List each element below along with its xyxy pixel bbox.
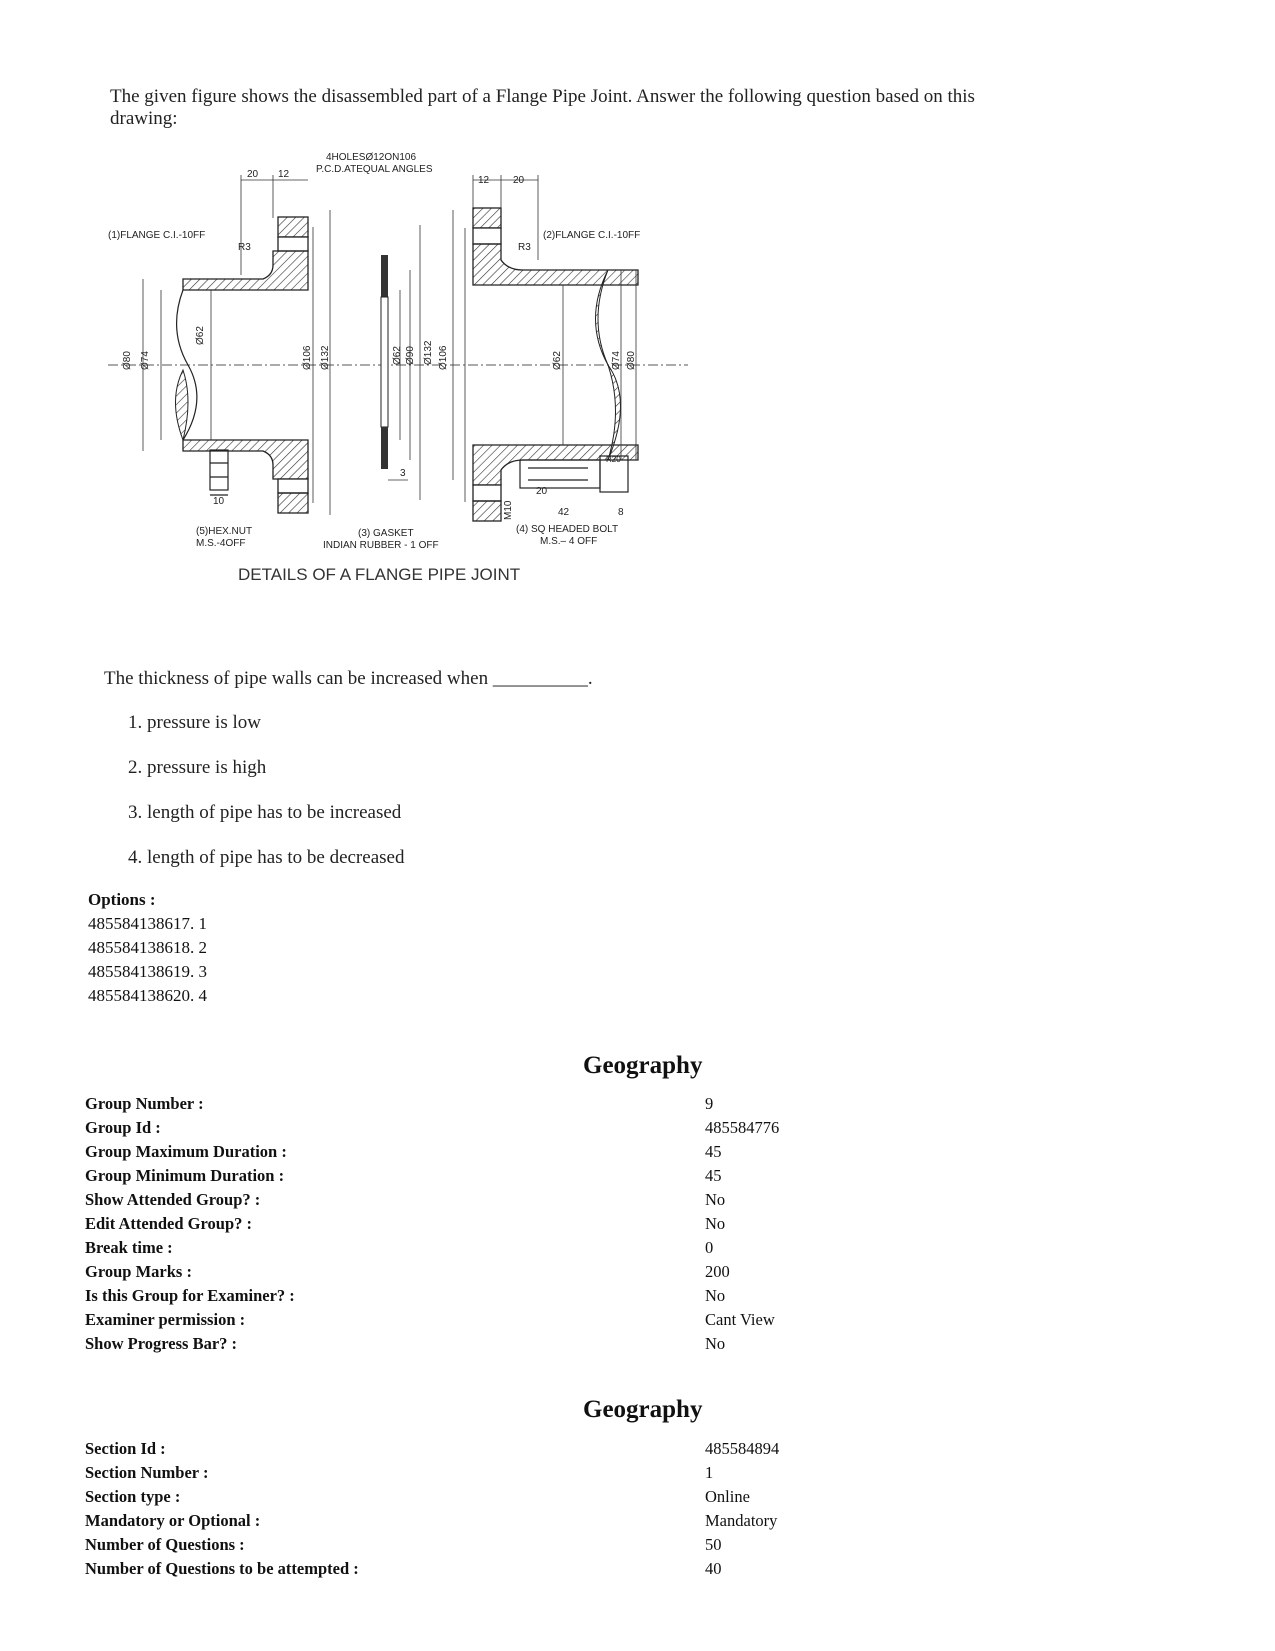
dim-d80-left: Ø80 [122, 351, 133, 370]
option-item: 485584138619. 3 [88, 962, 207, 981]
dim-r3-right: R3 [518, 242, 531, 253]
group-field-value: 0 [705, 1238, 714, 1257]
group-field-label: Is this Group for Examiner? : [85, 1286, 295, 1305]
dim-d132-left: Ø132 [320, 345, 331, 370]
group-field-label: Group Number : [85, 1094, 204, 1113]
choice-list [128, 712, 404, 892]
dim-r3-left: R3 [238, 242, 251, 253]
dim-d106-left: Ø106 [302, 345, 313, 370]
dim-20-right: 20 [513, 175, 525, 186]
dim-d106-right: Ø106 [438, 345, 449, 370]
section-title: Geography [583, 1396, 703, 1423]
flange-pipe-joint-drawing [108, 150, 708, 620]
group-field-label: Group Marks : [85, 1262, 192, 1281]
dim-d90-gasket: Ø90 [405, 346, 416, 365]
gasket [381, 255, 388, 469]
group-field-value: No [705, 1190, 726, 1209]
group-field-label: Show Progress Bar? : [85, 1334, 238, 1353]
holes-note-2: P.C.D.ATEQUAL ANGLES [316, 164, 433, 175]
group-field-label: Break time : [85, 1238, 173, 1257]
question-text: The thickness of pipe walls can be increased when __________. [104, 668, 593, 689]
group-field-value: No [705, 1214, 726, 1233]
flange1-label: (1)FLANGE C.I.-10FF [108, 230, 206, 241]
group-field-value: 485584776 [705, 1118, 780, 1137]
flange2-label: (2)FLANGE C.I.-10FF [543, 230, 641, 241]
hex-nut [210, 450, 228, 495]
option-item: 485584138620. 4 [88, 986, 207, 1005]
group-field-label: Edit Attended Group? : [85, 1214, 253, 1233]
figure-title: DETAILS OF A FLANGE PIPE JOINT [238, 565, 521, 584]
gasket-sublabel: INDIAN RUBBER - 1 OFF [323, 540, 439, 551]
section-field-label: Section Number : [85, 1463, 209, 1482]
choice-item: 3. length of pipe has to be increased [128, 802, 402, 823]
choice-item: 2. pressure is high [128, 757, 267, 778]
choice-item: 4. length of pipe has to be decreased [128, 847, 405, 868]
dim-20-left: 20 [247, 169, 259, 180]
group-field-label: Examiner permission : [85, 1310, 246, 1329]
group-field-value: Cant View [705, 1310, 775, 1329]
section-field-value: 40 [705, 1559, 722, 1578]
dim-8-bolt: 8 [618, 507, 624, 518]
dim-12-right: 12 [478, 175, 490, 186]
group-field-value: 200 [705, 1262, 730, 1281]
dim-12-left: 12 [278, 169, 290, 180]
group-field-label: Group Id : [85, 1118, 161, 1137]
options-header: Options : [88, 890, 156, 909]
dim-d74-right: Ø74 [611, 351, 622, 370]
group-field-label: Show Attended Group? : [85, 1190, 261, 1209]
dim-10-nut: 10 [213, 496, 225, 507]
group-field-value: No [705, 1286, 726, 1305]
hexnut-label: (5)HEX.NUT [196, 526, 253, 537]
group-field-value: 45 [705, 1142, 722, 1161]
section-field-label: Mandatory or Optional : [85, 1511, 261, 1530]
option-item: 485584138617. 1 [88, 914, 207, 933]
section-field-value: Online [705, 1487, 750, 1506]
option-item: 485584138618. 2 [88, 938, 207, 957]
section-field-label: Number of Questions to be attempted : [85, 1559, 359, 1578]
bolt-sublabel: M.S.– 4 OFF [540, 536, 598, 547]
section-field-label: Section Id : [85, 1439, 166, 1458]
group-field-value: 9 [705, 1094, 714, 1113]
question-intro: The given figure shows the disassembled part of a Flange Pipe Joint. Answer the following question based on this drawing: [110, 86, 975, 129]
group-field-label: Group Maximum Duration : [85, 1142, 287, 1161]
section-field-value: 1 [705, 1463, 714, 1482]
group-title: Geography [583, 1052, 703, 1079]
dim-3-gasket: 3 [400, 468, 406, 479]
dim-d62-right: Ø62 [552, 351, 563, 370]
section-field-value: 50 [705, 1535, 722, 1554]
dim-d80-right: Ø80 [626, 351, 637, 370]
dim-m10: M10 [503, 500, 514, 520]
section-field-value: 485584894 [705, 1439, 780, 1458]
dim-r20-bolt: R20 [606, 455, 621, 464]
dim-42-bolt: 42 [558, 507, 570, 518]
dim-d62-left: Ø62 [195, 326, 206, 345]
dim-d132-gasket: Ø132 [423, 340, 434, 365]
gasket-label: (3) GASKET [358, 528, 414, 539]
group-field-label: Group Minimum Duration : [85, 1166, 285, 1185]
section-field-value: Mandatory [705, 1511, 778, 1530]
dim-d62-gasket: Ø62 [392, 346, 403, 365]
dim-20-bolt: 20 [536, 486, 548, 497]
hexnut-sublabel: M.S.-4OFF [196, 538, 246, 549]
choice-item: 1. pressure is low [128, 712, 261, 733]
section-field-label: Section type : [85, 1487, 181, 1506]
group-field-value: 45 [705, 1166, 722, 1185]
section-field-label: Number of Questions : [85, 1535, 245, 1554]
options-block [88, 888, 207, 1008]
holes-note: 4HOLESØ12ON106 [326, 152, 417, 163]
group-field-value: No [705, 1334, 726, 1353]
bolt-label: (4) SQ HEADED BOLT [516, 524, 619, 535]
dim-d74-left: Ø74 [140, 351, 151, 370]
